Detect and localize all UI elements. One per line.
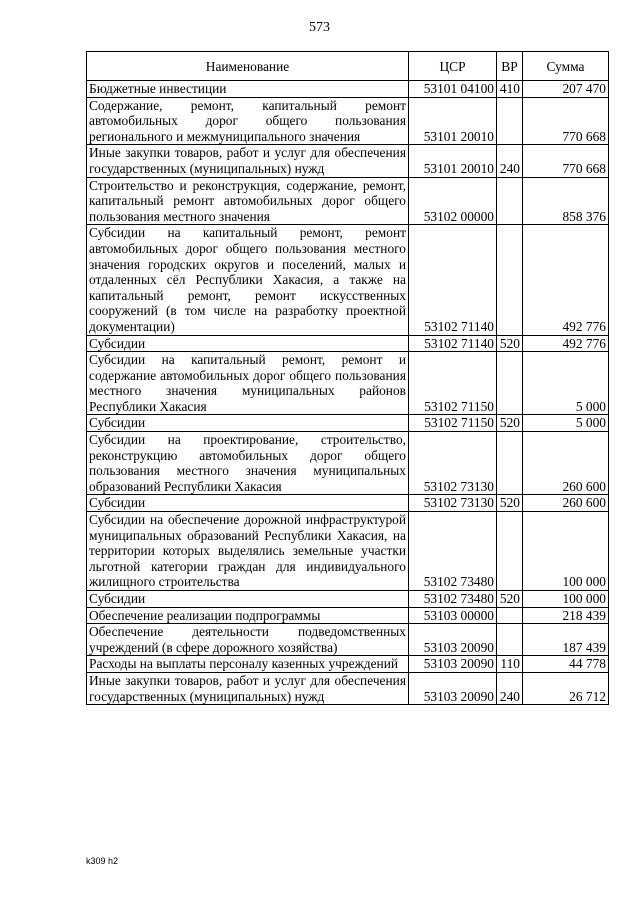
- row-csr: 53101 04100: [409, 81, 497, 98]
- page-number: 573: [309, 20, 330, 35]
- row-vr: 520: [497, 495, 523, 512]
- header-vr: ВР: [497, 52, 523, 81]
- row-vr: [497, 352, 523, 415]
- row-vr: [497, 225, 523, 335]
- table-row: [87, 225, 609, 335]
- row-csr: 53102 71150: [409, 352, 497, 415]
- row-csr: 53101 20010: [409, 145, 497, 177]
- table-row: [87, 177, 609, 225]
- table-row: [87, 656, 609, 673]
- row-name: Иные закупки товаров, работ и услуг для обеспечения государственных (муниципальных) нужд: [87, 145, 409, 177]
- row-sum: 218 439: [523, 607, 609, 624]
- row-name: Иные закупки товаров, работ и услуг для обеспечения государственных (муниципальных) нужд: [87, 672, 409, 704]
- row-vr: 410: [497, 81, 523, 98]
- row-sum: 100 000: [523, 591, 609, 608]
- row-sum: 858 376: [523, 177, 609, 225]
- row-name: Субсидии: [87, 335, 409, 352]
- table-row: [87, 512, 609, 591]
- row-sum: 44 778: [523, 656, 609, 673]
- footer-code: k309 h2: [86, 856, 119, 866]
- row-csr: 53103 00000: [409, 607, 497, 624]
- table-row: [87, 624, 609, 656]
- row-csr: 53102 73130: [409, 432, 497, 495]
- table-row: [87, 591, 609, 608]
- row-sum: 492 776: [523, 225, 609, 335]
- row-name: Субсидии: [87, 591, 409, 608]
- row-csr: 53102 71140: [409, 335, 497, 352]
- row-sum: 5 000: [523, 352, 609, 415]
- row-csr: 53102 00000: [409, 177, 497, 225]
- table-row: [87, 607, 609, 624]
- row-name: Субсидии на обеспечение дорожной инфраструктурой муниципальных образований Республики Хакасия, на территории которых выделялись земельные участки льготной категории граждан для индивидуального жилищного строительства: [87, 512, 409, 591]
- row-csr: 53103 20090: [409, 656, 497, 673]
- header-sum: Сумма: [523, 52, 609, 81]
- row-csr: 53103 20090: [409, 672, 497, 704]
- row-sum: 770 668: [523, 145, 609, 177]
- row-name: Обеспечение реализации подпрограммы: [87, 607, 409, 624]
- row-csr: 53102 73480: [409, 512, 497, 591]
- row-name: Субсидии на капитальный ремонт, ремонт автомобильных дорог общего пользования местного значения городских округов и поселений, малых и отдаленных сёл Республики Хакасия, а также на капитальный ремонт, ремонт искусственных сооружений (в том числе на разработку проектной документации): [87, 225, 409, 335]
- row-sum: 26 712: [523, 672, 609, 704]
- row-sum: 5 000: [523, 415, 609, 432]
- table-row: [87, 415, 609, 432]
- row-csr: 53102 73480: [409, 591, 497, 608]
- header-name: Наименование: [87, 52, 409, 81]
- row-name: Расходы на выплаты персоналу казенных учреждений: [87, 656, 409, 673]
- row-name: Обеспечение деятельности подведомственных учреждений (в сфере дорожного хозяйства): [87, 624, 409, 656]
- table-row: [87, 145, 609, 177]
- row-vr: 520: [497, 415, 523, 432]
- table-row: [87, 352, 609, 415]
- row-name: Строительство и реконструкция, содержание, ремонт, капитальный ремонт автомобильных дорог общего пользования местного значения: [87, 177, 409, 225]
- row-vr: [497, 97, 523, 145]
- row-sum: 100 000: [523, 512, 609, 591]
- row-vr: 240: [497, 145, 523, 177]
- row-csr: 53102 73130: [409, 495, 497, 512]
- row-name: Содержание, ремонт, капитальный ремонт автомобильных дорог общего пользования регионального и межмуниципального значения: [87, 97, 409, 145]
- row-vr: [497, 432, 523, 495]
- row-sum: 770 668: [523, 97, 609, 145]
- row-csr: 53103 20090: [409, 624, 497, 656]
- table-header-row: [87, 52, 609, 81]
- row-sum: 492 776: [523, 335, 609, 352]
- table-row: [87, 97, 609, 145]
- table-row: [87, 335, 609, 352]
- row-name: Субсидии: [87, 415, 409, 432]
- row-name: Субсидии на капитальный ремонт, ремонт и содержание автомобильных дорог общего пользования местного значения муниципальных районов Республики Хакасия: [87, 352, 409, 415]
- row-csr: 53102 71150: [409, 415, 497, 432]
- row-sum: 207 470: [523, 81, 609, 98]
- row-vr: 520: [497, 335, 523, 352]
- budget-table: [86, 51, 609, 705]
- table-row: [87, 81, 609, 98]
- table-row: [87, 432, 609, 495]
- table-row: [87, 672, 609, 704]
- header-csr: ЦСР: [409, 52, 497, 81]
- row-vr: 110: [497, 656, 523, 673]
- table-row: [87, 495, 609, 512]
- row-vr: [497, 512, 523, 591]
- row-name: Бюджетные инвестиции: [87, 81, 409, 98]
- row-sum: 260 600: [523, 432, 609, 495]
- row-vr: 520: [497, 591, 523, 608]
- row-name: Субсидии: [87, 495, 409, 512]
- row-csr: 53101 20010: [409, 97, 497, 145]
- row-sum: 260 600: [523, 495, 609, 512]
- row-name: Субсидии на проектирование, строительство, реконструкцию автомобильных дорог общего пользования местного значения муниципальных образований Республики Хакасия: [87, 432, 409, 495]
- row-csr: 53102 71140: [409, 225, 497, 335]
- row-sum: 187 439: [523, 624, 609, 656]
- row-vr: [497, 607, 523, 624]
- row-vr: [497, 624, 523, 656]
- row-vr: 240: [497, 672, 523, 704]
- row-vr: [497, 177, 523, 225]
